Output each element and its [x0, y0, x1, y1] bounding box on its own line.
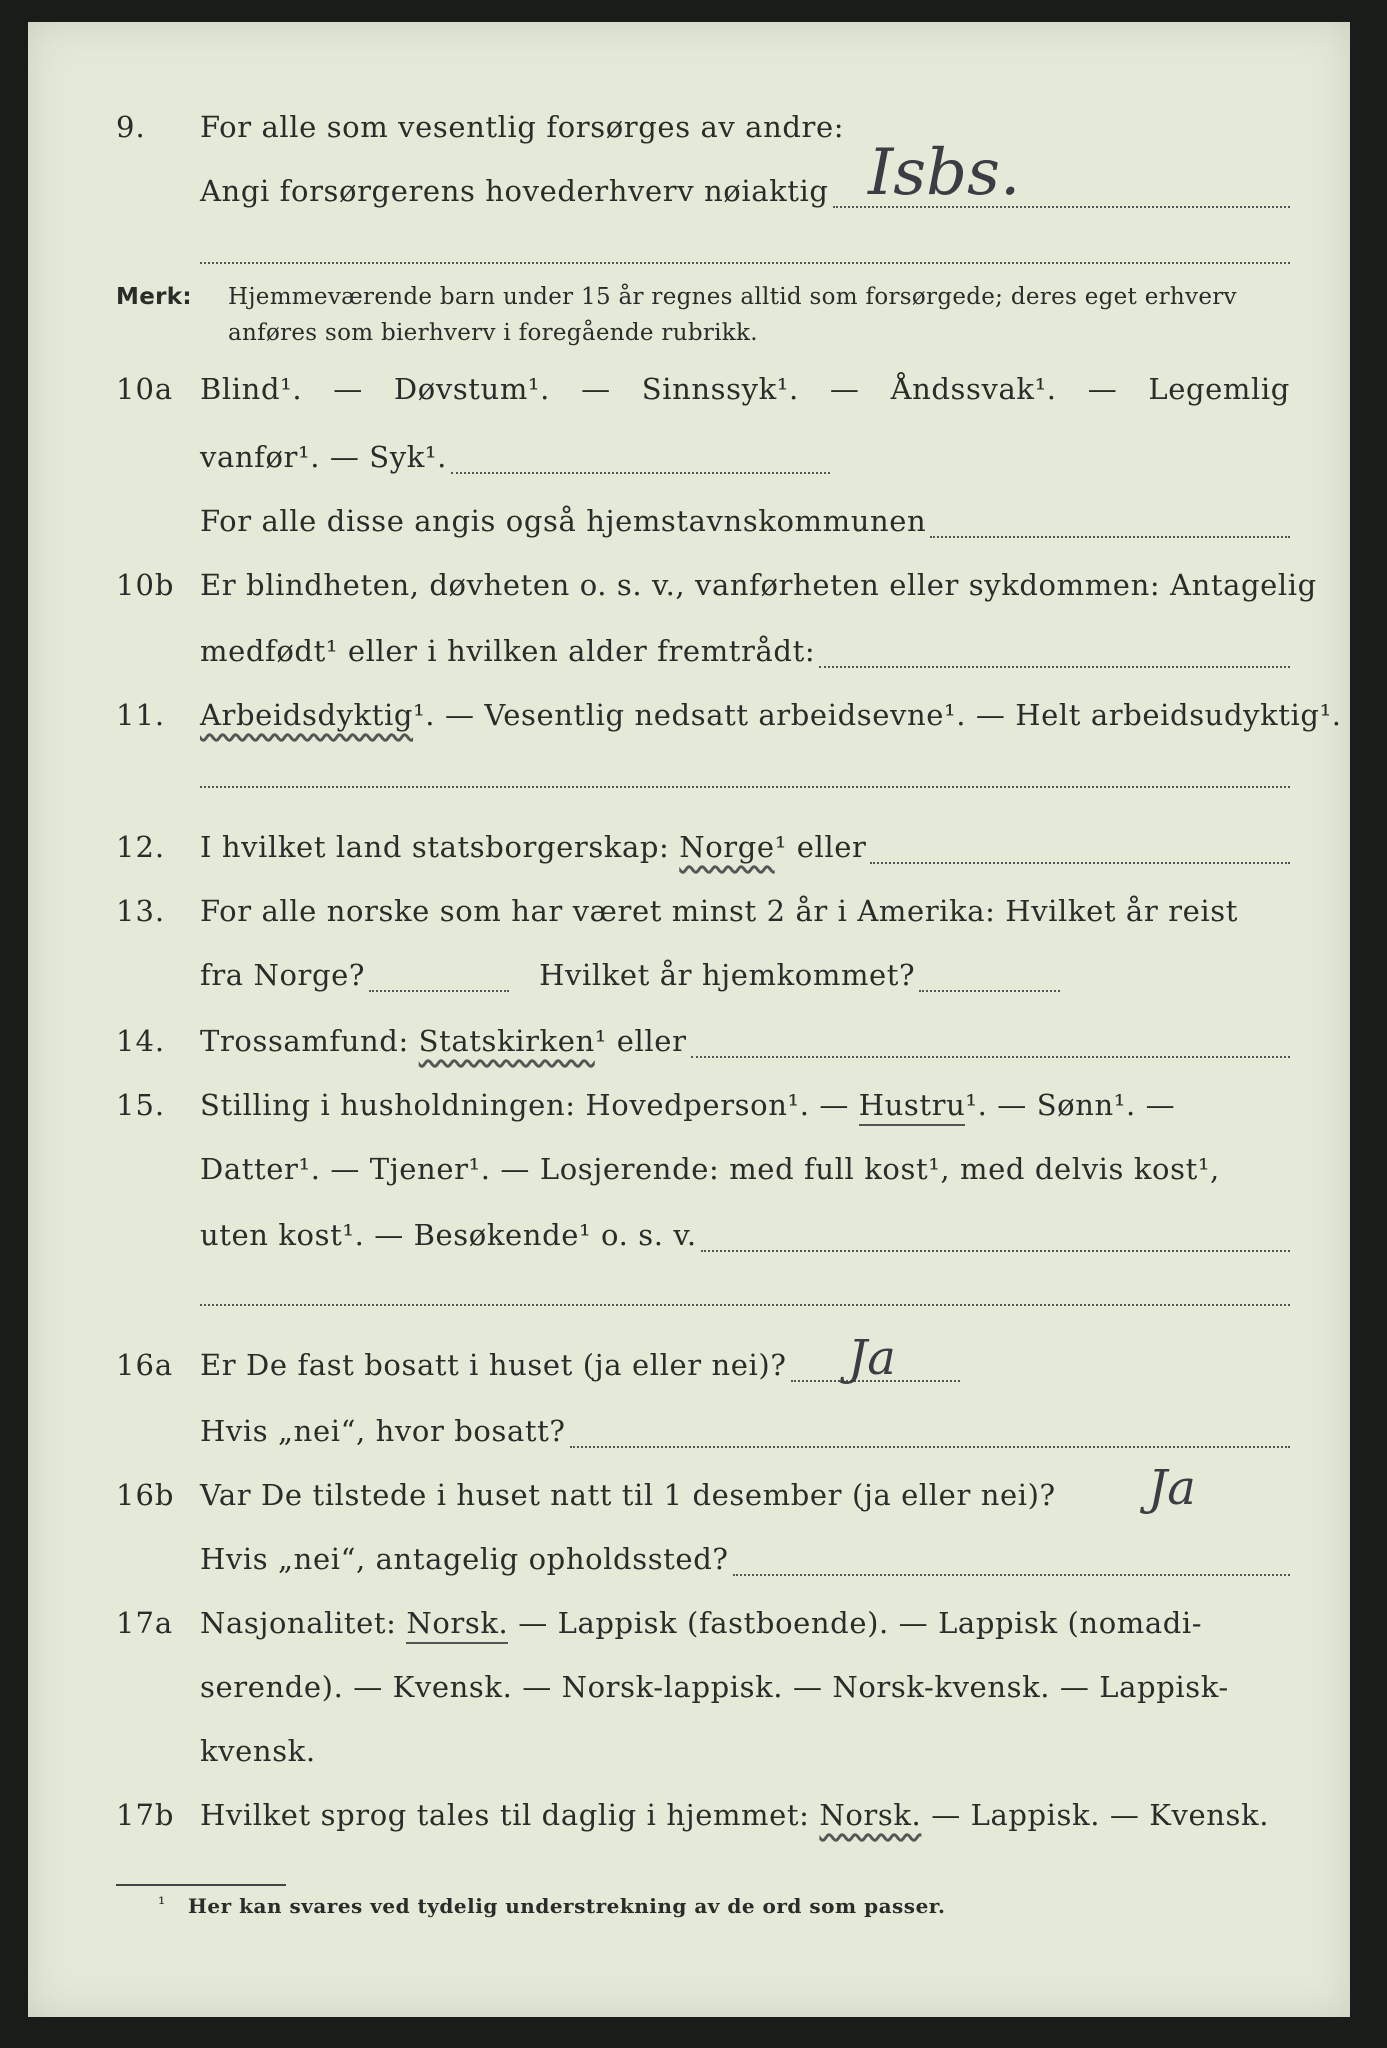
blank-line: [200, 786, 1290, 788]
question-number: 16b: [116, 1478, 175, 1512]
question-text: Blind¹. — Døvstum¹. — Sinnssyk¹. — Åndssvak¹. — Legemlig: [200, 372, 1290, 406]
question-text: For alle norske som har været minst 2 år i Amerika: Hvilket år reist: [200, 894, 1238, 928]
question-number: 17b: [116, 1798, 175, 1832]
question-text: Hvilket år hjemkommet?: [539, 958, 916, 992]
note-text: Hjemmeværende barn under 15 år regnes alltid som forsørgede; deres eget erhverv: [228, 284, 1237, 310]
question-number: 11.: [116, 698, 166, 732]
question-text: For alle disse angis også hjemstavnskommunen: [200, 504, 927, 538]
question-number: 10a: [116, 372, 174, 406]
question-number: 16a: [116, 1348, 174, 1382]
question-text: ¹. — Sønn¹. —: [965, 1088, 1176, 1122]
question-text: Hvis „nei“, antagelig opholdssted?: [200, 1542, 729, 1576]
question-text: Var De tilstede i huset natt til 1 desember (ja eller nei)?: [200, 1478, 1056, 1512]
question-text: Hvis „nei“, hvor bosatt?: [200, 1414, 566, 1448]
question-text: Datter¹. — Tjener¹. — Losjerende: med full kost¹, med delvis kost¹,: [200, 1152, 1220, 1186]
question-text: Trossamfund:: [200, 1024, 409, 1058]
footnote-text: Her kan svares ved tydelig understrekning av de ord som passer.: [188, 1894, 946, 1918]
question-text: ¹ eller: [594, 1024, 687, 1058]
question-text: vanfør¹. — Syk¹.: [200, 440, 447, 474]
note-label: Merk:: [116, 284, 192, 310]
question-number: 15.: [116, 1088, 166, 1122]
footnote-rule: [116, 1884, 286, 1886]
underlined-option: Hustru: [859, 1088, 966, 1126]
question-text: — Lappisk. — Kvensk.: [931, 1798, 1270, 1832]
census-form-page: [28, 22, 1350, 2017]
question-number: 9.: [116, 110, 146, 144]
underlined-option: Norsk.: [406, 1606, 508, 1644]
question-number: 13.: [116, 894, 166, 928]
blank-line: [200, 1304, 1290, 1306]
underlined-option: Norsk.: [819, 1798, 922, 1832]
question-text: For alle som vesentlig forsørges av andre:: [200, 110, 845, 144]
question-text: kvensk.: [200, 1734, 316, 1768]
blank-line: [200, 262, 1290, 264]
handwritten-answer: Ja: [848, 1330, 896, 1386]
question-text: Nasjonalitet:: [200, 1606, 397, 1640]
question-text: Er De fast bosatt i huset (ja eller nei)?: [200, 1348, 787, 1382]
underlined-option: Statskirken: [418, 1024, 595, 1058]
question-number: 10b: [116, 568, 175, 602]
question-text: — Lappisk (fastboende). — Lappisk (nomadi-: [518, 1606, 1203, 1640]
footnote-mark: ¹: [158, 1894, 166, 1915]
question-text: I hvilket land statsborgerskap:: [200, 830, 670, 864]
question-number: 12.: [116, 830, 166, 864]
question-text: serende). — Kvensk. — Norsk-lappisk. — Norsk-kvensk. — Lappisk-: [200, 1670, 1229, 1704]
question-text: fra Norge?: [200, 958, 366, 992]
question-text: medfødt¹ eller i hvilken alder fremtrådt:: [200, 634, 816, 668]
note-text: anføres som bierhverv i foregående rubrikk.: [228, 320, 758, 346]
question-text: uten kost¹. — Besøkende¹ o. s. v.: [200, 1218, 697, 1252]
question-text: ¹. — Vesentlig nedsatt arbeidsevne¹. — Helt arbeidsudyktig¹.: [413, 698, 1342, 732]
question-number: 17a: [116, 1606, 174, 1640]
handwritten-answer: Ja: [1148, 1460, 1196, 1516]
question-text: Angi forsørgerens hovederhverv nøiaktig: [200, 174, 829, 208]
question-text: Stilling i husholdningen: Hovedperson¹. —: [200, 1088, 849, 1122]
question-number: 14.: [116, 1024, 166, 1058]
question-text: Er blindheten, døvheten o. s. v., vanførheten eller sykdommen: Antagelig: [200, 568, 1317, 602]
question-text: ¹ eller: [774, 830, 867, 864]
handwritten-answer: Isbs.: [868, 136, 1021, 210]
underlined-option: Norge: [679, 830, 775, 864]
underlined-option: Arbeidsdyktig: [200, 698, 414, 732]
question-text: Hvilket sprog tales til daglig i hjemmet:: [200, 1798, 810, 1832]
